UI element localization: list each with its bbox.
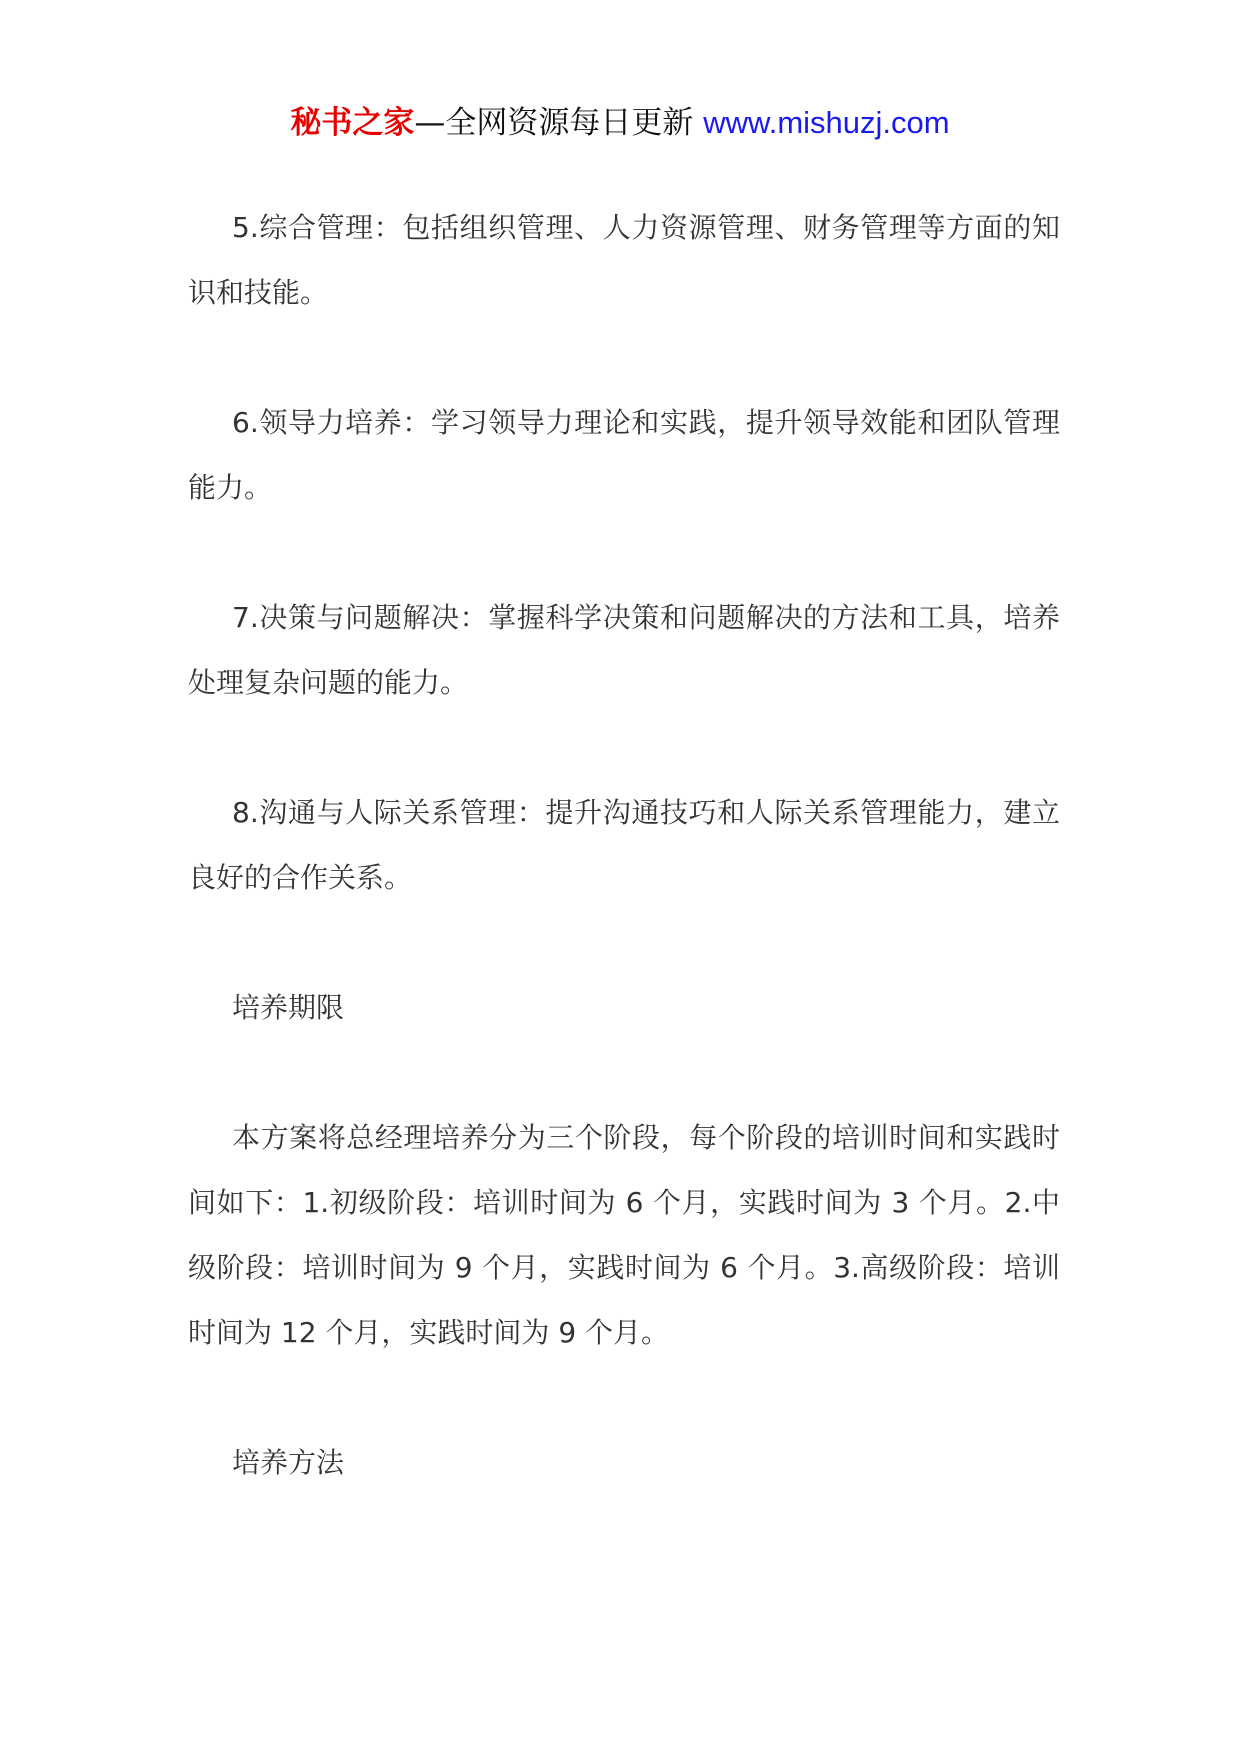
section-heading-method: 培养方法 <box>232 1446 345 1479</box>
site-url-link[interactable]: www.mishuzj.com <box>703 105 950 140</box>
paragraph-leadership: 6.领导力培养：学习领导力理论和实践，提升领导效能和团队管理能力。 <box>188 406 1060 504</box>
paragraph-decision-making: 7.决策与问题解决：掌握科学决策和问题解决的方法和工具，培养处理复杂问题的能力。 <box>188 601 1060 699</box>
document-body <box>188 195 1060 1560</box>
paragraph-period-body: 本方案将总经理培养分为三个阶段，每个阶段的培训时间和实践时间如下：1.初级阶段：培训时间为 6 个月，实践时间为 3 个月。2.中级阶段：培训时间为 9 个月，实践时间为 6 个月。3.高级阶段：培训时间为 12 个月，实践时间为 9 个月。 <box>188 1121 1060 1349</box>
header-slogan: —全网资源每日更新 <box>414 105 704 141</box>
paragraph-communication: 8.沟通与人际关系管理：提升沟通技巧和人际关系管理能力，建立良好的合作关系。 <box>188 796 1060 894</box>
brand-name: 秘书之家 <box>290 105 415 141</box>
paragraph-comprehensive-management: 5.综合管理：包括组织管理、人力资源管理、财务管理等方面的知识和技能。 <box>188 211 1060 309</box>
section-heading-period: 培养期限 <box>232 991 345 1024</box>
page-header <box>0 100 1240 146</box>
